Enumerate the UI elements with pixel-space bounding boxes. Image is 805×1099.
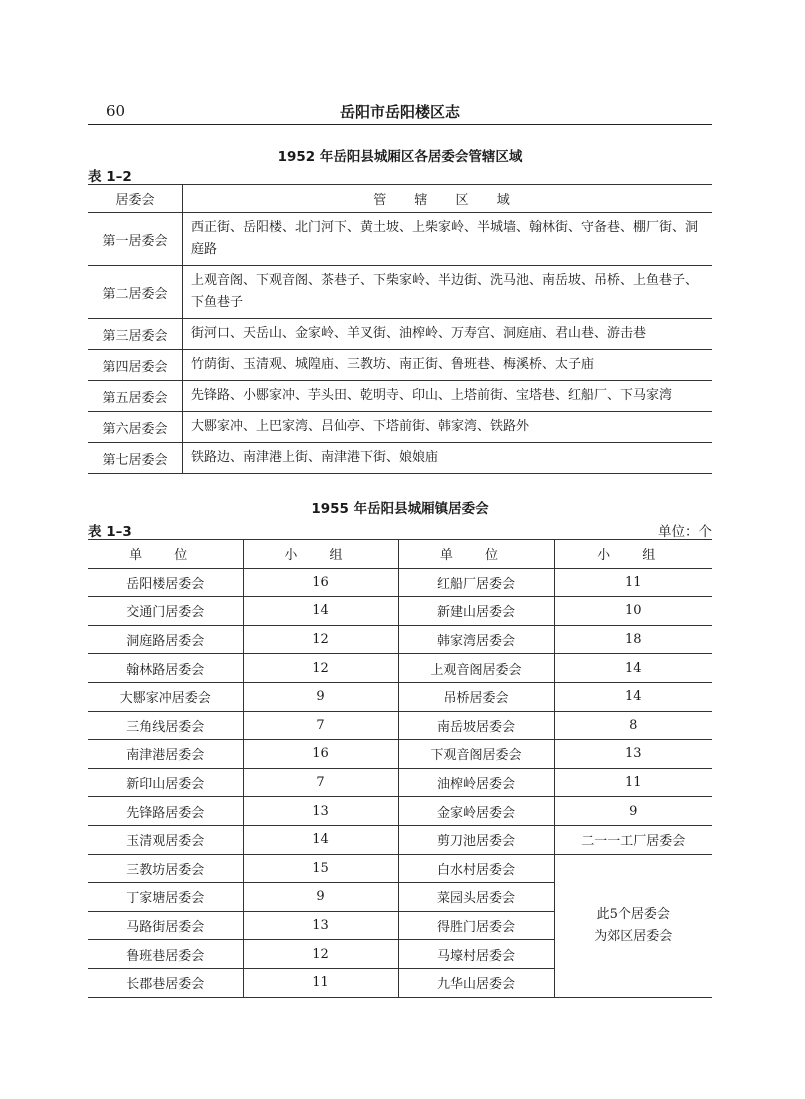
table-row (88, 381, 712, 412)
table-row (88, 597, 712, 626)
group-count-cell: 14 (554, 654, 712, 683)
book-title: 岳阳市岳阳楼区志 (339, 103, 460, 121)
unit-cell: 交通门居委会 (88, 597, 243, 626)
unit-cell: 新建山居委会 (398, 597, 554, 626)
table1 (88, 184, 712, 474)
table-row (88, 412, 712, 443)
unit-cell: 翰林路居委会 (88, 654, 243, 683)
group-count-cell: 13 (554, 740, 712, 769)
group-count-cell: 12 (243, 625, 398, 654)
table-row (88, 740, 712, 769)
suburban-note-cell (554, 854, 712, 997)
table-row (88, 625, 712, 654)
unit-cell: 吊桥居委会 (398, 682, 554, 711)
group-count-cell: 11 (554, 568, 712, 597)
group-count-cell: 二一一工厂居委会 (554, 825, 712, 854)
committee-name: 第四居委会 (88, 350, 183, 381)
suburban-note-line: 为郊区居委会 (594, 928, 673, 944)
unit-cell: 马路街居委会 (88, 911, 243, 940)
group-count-cell: 14 (243, 825, 398, 854)
group-count-cell: 12 (243, 654, 398, 683)
jurisdiction-area: 上观音阁、下观音阁、茶巷子、下柴家岭、半边街、洗马池、南岳坡、吊桥、上鱼巷子、下鱼巷子 (183, 266, 713, 319)
group-count-cell: 9 (243, 883, 398, 912)
group-count-cell: 13 (243, 911, 398, 940)
unit-cell: 得胜门居委会 (398, 911, 554, 940)
table2-unit: 单位：个 (658, 524, 712, 540)
group-count-cell: 16 (243, 740, 398, 769)
group-count-cell: 12 (243, 940, 398, 969)
table2 (88, 539, 712, 998)
unit-cell: 南岳坡居委会 (398, 711, 554, 740)
unit-cell: 长郡巷居委会 (88, 968, 243, 997)
unit-cell: 下观音阁居委会 (398, 740, 554, 769)
table-row (88, 825, 712, 854)
page-header (88, 100, 712, 125)
table-row (88, 654, 712, 683)
table-row (88, 854, 712, 883)
unit-cell: 白水村居委会 (398, 854, 554, 883)
unit-cell: 洞庭路居委会 (88, 625, 243, 654)
unit-cell: 马壕村居委会 (398, 940, 554, 969)
unit-cell: 油榨岭居委会 (398, 768, 554, 797)
committee-name: 第一居委会 (88, 213, 183, 266)
jurisdiction-area: 先锋路、小郻家冲、芋头田、乾明寺、印山、上塔前街、宝塔巷、红船厂、下马家湾 (183, 381, 713, 412)
unit-cell: 玉清观居委会 (88, 825, 243, 854)
jurisdiction-area: 竹荫街、玉清观、城隍庙、三教坊、南正街、鲁班巷、梅溪桥、太子庙 (183, 350, 713, 381)
group-count-cell: 11 (554, 768, 712, 797)
unit-cell: 鲁班巷居委会 (88, 940, 243, 969)
table-row (88, 682, 712, 711)
table-row (88, 266, 712, 319)
table-row (88, 350, 712, 381)
unit-cell: 岳阳楼居委会 (88, 568, 243, 597)
committee-name: 第二居委会 (88, 266, 183, 319)
table2-title: 1955 年岳阳县城厢镇居委会 (311, 501, 489, 517)
table-row (88, 711, 712, 740)
table-header-row (88, 540, 712, 569)
unit-cell: 新印山居委会 (88, 768, 243, 797)
group-count-cell: 8 (554, 711, 712, 740)
jurisdiction-area: 西正街、岳阳楼、北门河下、黄土坡、上柴家岭、半城墙、翰林街、守备巷、棚厂街、洞庭路 (183, 213, 713, 266)
committee-name: 第七居委会 (88, 443, 183, 474)
table-row (88, 797, 712, 826)
table1-title: 1952 年岳阳县城厢区各居委会管辖区域 (277, 149, 523, 165)
group-count-cell: 7 (243, 768, 398, 797)
table2-label: 表 1–3 (88, 524, 132, 540)
unit-cell: 三教坊居委会 (88, 854, 243, 883)
table-row (88, 768, 712, 797)
unit-cell: 南津港居委会 (88, 740, 243, 769)
group-count-cell: 18 (554, 625, 712, 654)
jurisdiction-area: 铁路边、南津港上街、南津港下街、娘娘庙 (183, 443, 713, 474)
unit-cell: 大郻家冲居委会 (88, 682, 243, 711)
group-count-cell: 14 (554, 682, 712, 711)
unit-cell: 丁家塘居委会 (88, 883, 243, 912)
jurisdiction-area: 街河口、天岳山、金家岭、羊叉街、油榨岭、万寿宫、洞庭庙、君山巷、游击巷 (183, 319, 713, 350)
group-count-cell: 9 (243, 682, 398, 711)
column-header: 单 位 (398, 540, 554, 569)
unit-cell: 九华山居委会 (398, 968, 554, 997)
suburban-note-line: 此5个居委会 (596, 906, 670, 922)
unit-cell: 三角线居委会 (88, 711, 243, 740)
unit-cell: 红船厂居委会 (398, 568, 554, 597)
column-header: 管 辖 区 域 (183, 185, 713, 213)
table1-label: 表 1–2 (88, 169, 132, 185)
committee-name: 第五居委会 (88, 381, 183, 412)
table-row (88, 213, 712, 266)
committee-name: 第六居委会 (88, 412, 183, 443)
column-header: 小 组 (243, 540, 398, 569)
table-header-row (88, 185, 712, 213)
group-count-cell: 15 (243, 854, 398, 883)
table-row (88, 568, 712, 597)
column-header: 小 组 (554, 540, 712, 569)
group-count-cell: 14 (243, 597, 398, 626)
jurisdiction-area: 大郻家冲、上巴家湾、吕仙亭、下塔前街、韩家湾、铁路外 (183, 412, 713, 443)
table-row (88, 319, 712, 350)
page-number: 60 (106, 102, 126, 120)
unit-cell: 金家岭居委会 (398, 797, 554, 826)
unit-cell: 上观音阁居委会 (398, 654, 554, 683)
group-count-cell: 16 (243, 568, 398, 597)
column-header: 居委会 (88, 185, 183, 213)
group-count-cell: 10 (554, 597, 712, 626)
group-count-cell: 13 (243, 797, 398, 826)
unit-cell: 韩家湾居委会 (398, 625, 554, 654)
unit-cell: 先锋路居委会 (88, 797, 243, 826)
table-row (88, 443, 712, 474)
group-count-cell: 9 (554, 797, 712, 826)
column-header: 单 位 (88, 540, 243, 569)
unit-cell: 剪刀池居委会 (398, 825, 554, 854)
unit-cell: 菜园头居委会 (398, 883, 554, 912)
group-count-cell: 7 (243, 711, 398, 740)
committee-name: 第三居委会 (88, 319, 183, 350)
group-count-cell: 11 (243, 968, 398, 997)
